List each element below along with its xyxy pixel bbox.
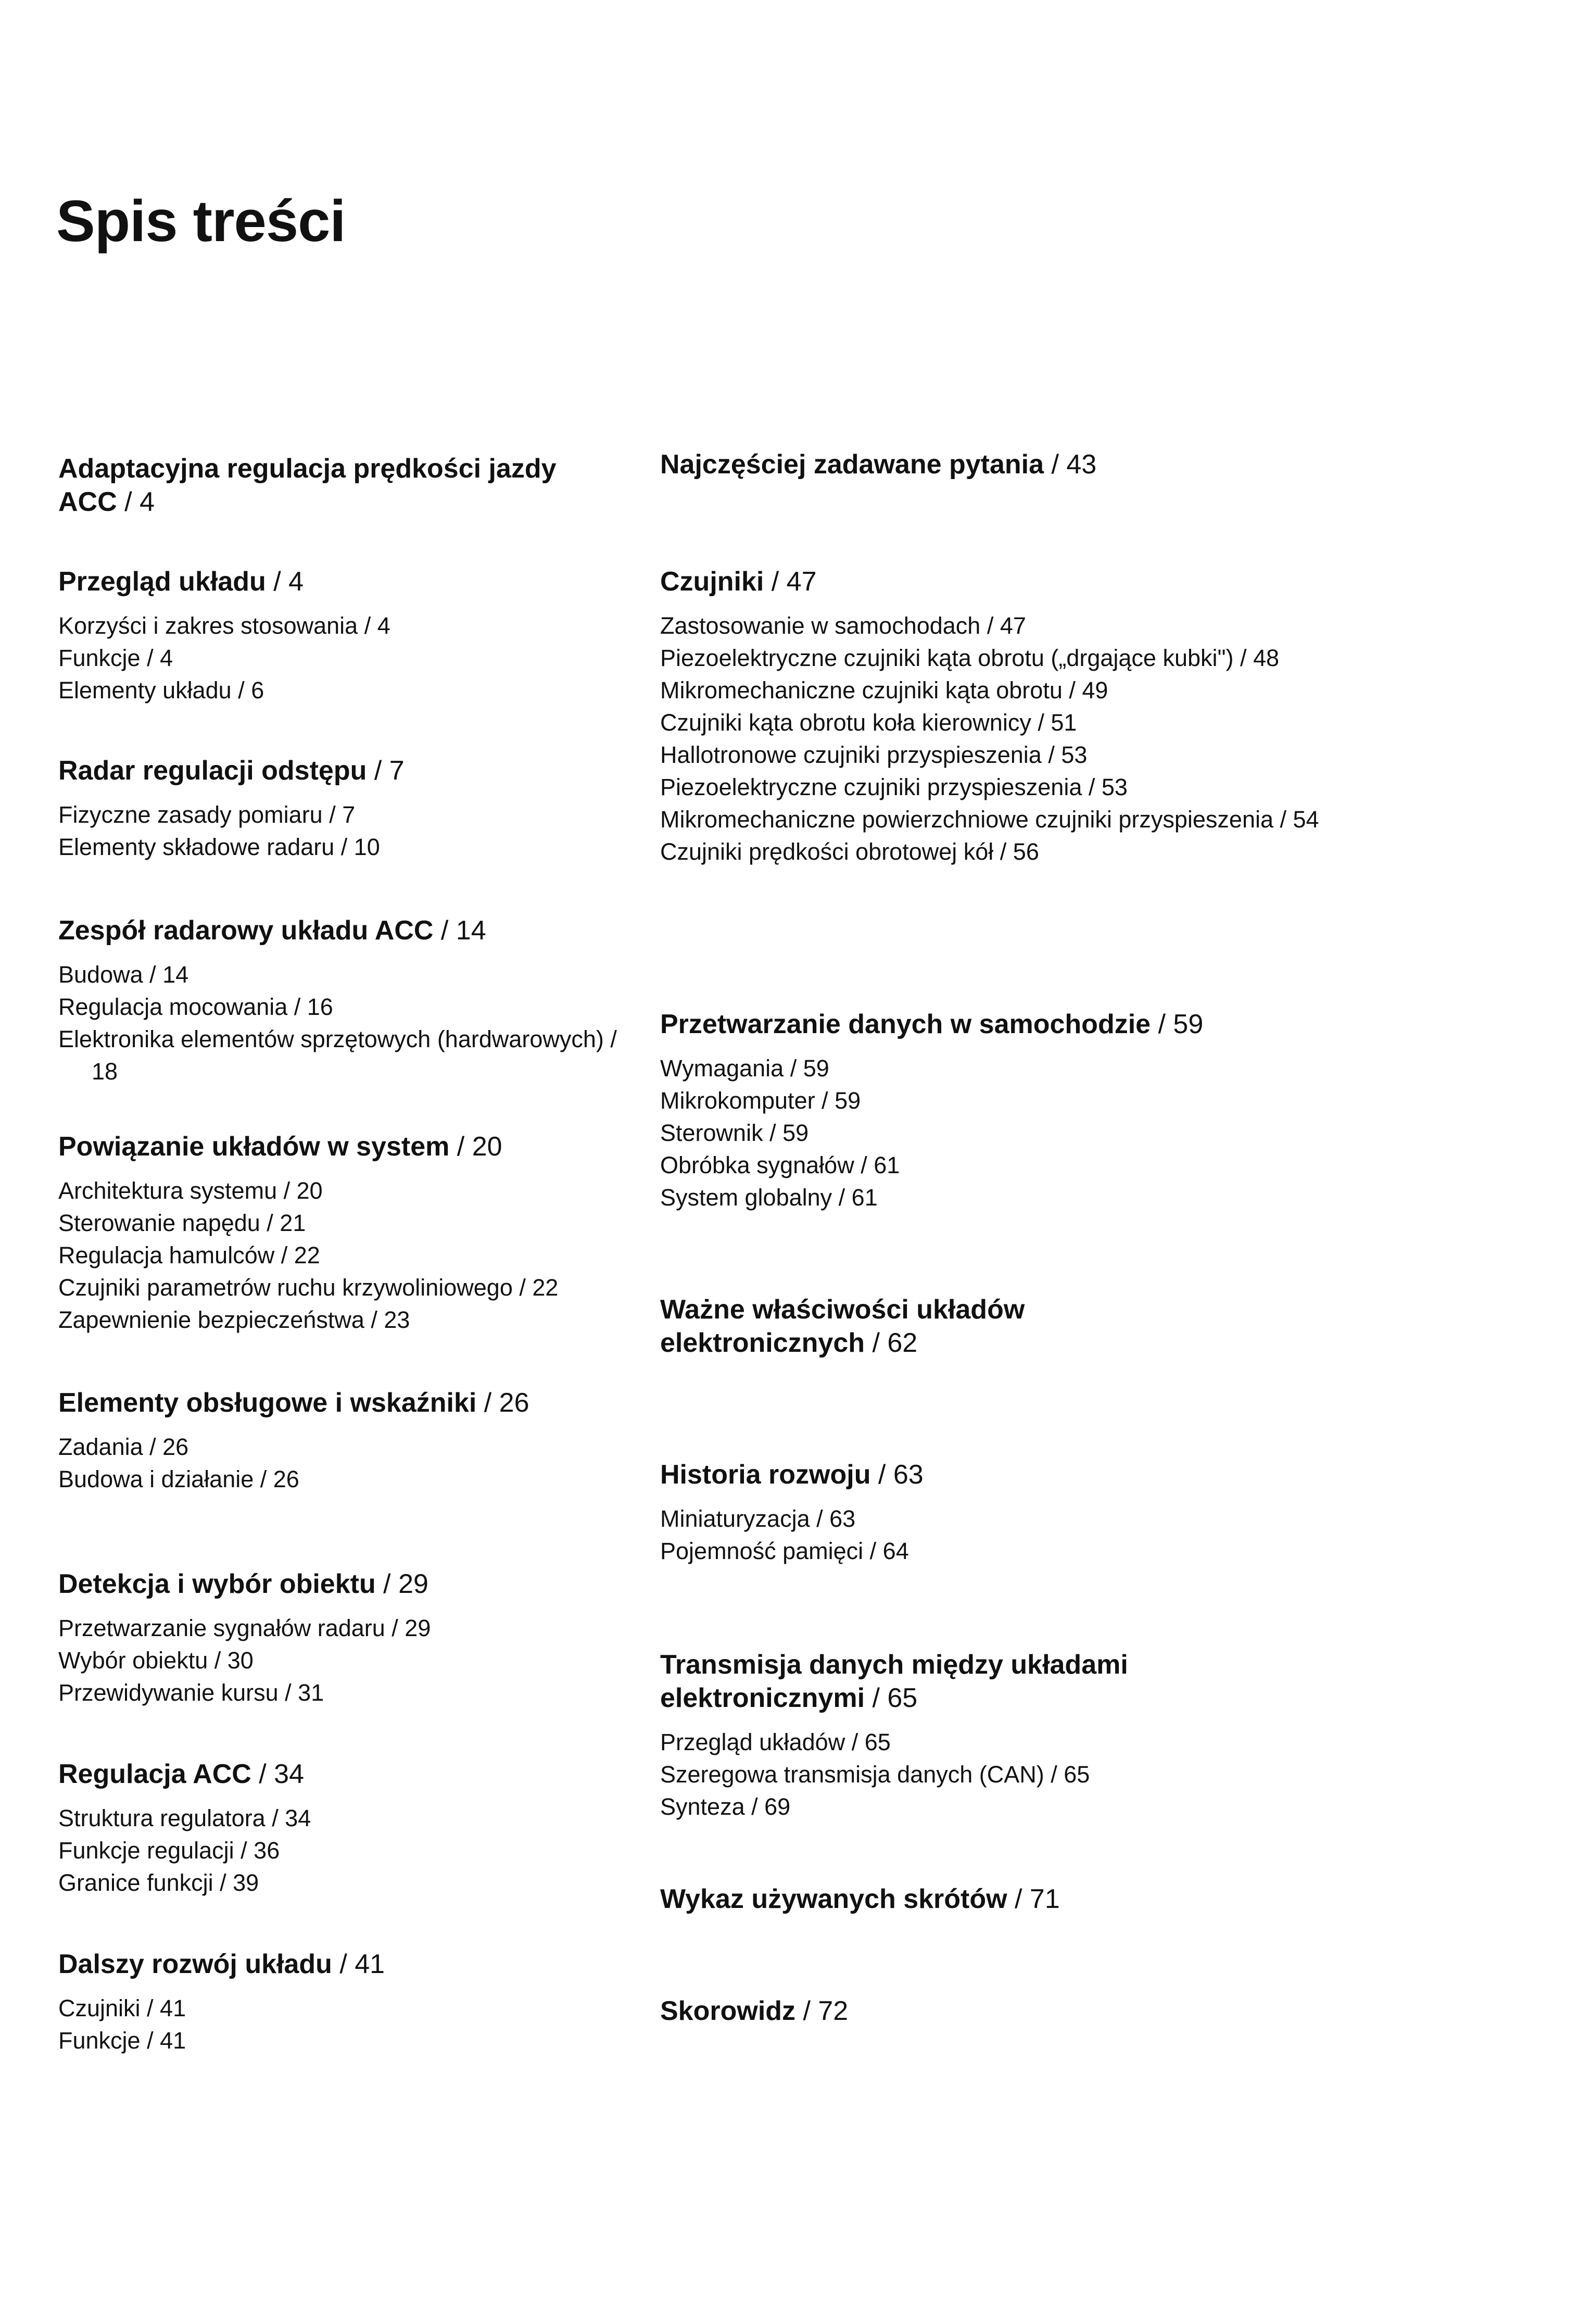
toc-subsection-item: Czujniki / 41 [58, 1995, 186, 2021]
toc-section [660, 1994, 1337, 2028]
toc-section-heading [58, 754, 621, 787]
toc-section-title: Regulacja ACC [58, 1759, 251, 1789]
toc-section-title: Czujniki [660, 567, 764, 597]
toc-subsection-item: Synteza / 69 [660, 1793, 791, 1820]
toc-section-title: Ważne właściwości układów elektronicznych [660, 1295, 1025, 1358]
toc-section-page: / 63 [870, 1460, 924, 1490]
toc-subsection-list [58, 1175, 621, 1336]
toc-subsection-item: Mikromechaniczne powierzchniowe czujniki przyspieszenia / 54 [660, 806, 1319, 833]
toc-subsection-list [58, 1992, 621, 2057]
toc-section-page: / 7 [367, 756, 405, 786]
toc-section-title: Radar regulacji odstępu [58, 756, 367, 786]
toc-section-title: Transmisja danych między układami elektronicznymi [660, 1650, 1128, 1713]
toc-section [660, 565, 1337, 868]
toc-section-page: / 47 [764, 567, 817, 597]
toc-section-heading [660, 1882, 1337, 1916]
toc-section-heading [58, 452, 589, 519]
toc-subsection-item: Funkcje regulacji / 36 [58, 1837, 280, 1864]
toc-subsection-item: Piezoelektryczne czujniki kąta obrotu („drgające kubki") / 48 [660, 645, 1280, 671]
toc-section-page: / 4 [266, 567, 304, 597]
toc-section-title: Dalszy rozwój układu [58, 1949, 332, 1979]
toc-section-heading [660, 1458, 1337, 1491]
toc-subsection-item: Elementy składowe radaru / 10 [58, 834, 380, 860]
toc-section-title: Detekcja i wybór obiektu [58, 1569, 376, 1599]
toc-subsection-item: Budowa i działanie / 26 [58, 1466, 299, 1492]
toc-section-title: Adaptacyjna regulacja prędkości jazdy ACC [58, 454, 557, 517]
toc-subsection-item: Hallotronowe czujniki przyspieszenia / 53 [660, 742, 1088, 768]
toc-subsection-item: Przewidywanie kursu / 31 [58, 1679, 324, 1706]
toc-section [58, 1386, 621, 1496]
toc-section [660, 448, 1337, 481]
toc-section-heading [660, 1994, 1337, 2028]
toc-section-title: Zespół radarowy układu ACC [58, 915, 434, 946]
toc-section-title: Powiązanie układów w system [58, 1132, 450, 1162]
toc-section-page: / 20 [449, 1132, 502, 1162]
toc-subsection-item: Przegląd układów / 65 [660, 1729, 891, 1755]
toc-subsection-item: Regulacja hamulców / 22 [58, 1242, 320, 1268]
toc-section-heading [660, 448, 1337, 481]
toc-subsection-list [58, 959, 621, 1088]
toc-section-heading [660, 1293, 1087, 1360]
toc-section-page: / 59 [1151, 1009, 1204, 1039]
toc-subsection-item: Regulacja mocowania / 16 [58, 994, 333, 1020]
toc-subsection-list [58, 1431, 621, 1496]
toc-section [660, 1293, 1087, 1360]
toc-subsection-item: Sterownik / 59 [660, 1120, 809, 1146]
toc-section-heading [58, 1567, 621, 1601]
toc-section [58, 1757, 621, 1899]
toc-section-heading [58, 565, 621, 598]
toc-subsection-item: Budowa / 14 [58, 961, 189, 988]
toc-subsection-item: Mikromechaniczne czujniki kąta obrotu / 49 [660, 677, 1108, 704]
toc-subsection-item: System globalny / 61 [660, 1184, 878, 1211]
toc-section-page: / 65 [865, 1683, 918, 1713]
toc-section-heading [660, 565, 1337, 598]
toc-section-page: / 29 [375, 1569, 428, 1599]
toc-section-title: Elementy obsługowe i wskaźniki [58, 1388, 477, 1418]
page-title: Spis treści [56, 189, 346, 254]
toc-section-title: Najczęściej zadawane pytania [660, 449, 1044, 480]
toc-subsection-item: Czujniki prędkości obrotowej kół / 56 [660, 838, 1039, 865]
toc-subsection-item: Elektronika elementów sprzętowych (hardwarowych) / 18 [58, 1026, 617, 1085]
toc-subsection-item: Wymagania / 59 [660, 1055, 829, 1082]
toc-section-page: / 43 [1044, 449, 1097, 480]
toc-subsection-item: Czujniki kąta obrotu koła kierownicy / 51 [660, 709, 1077, 736]
toc-section [660, 1458, 1337, 1567]
toc-section-heading [58, 914, 621, 947]
toc-subsection-item: Sterowanie napędu / 21 [58, 1210, 306, 1236]
toc-subsection-item: Funkcje / 4 [58, 645, 173, 671]
toc-subsection-item: Architektura systemu / 20 [58, 1177, 323, 1204]
toc-subsection-item: Fizyczne zasady pomiaru / 7 [58, 801, 356, 828]
toc-section-heading [660, 1648, 1170, 1715]
toc-subsection-item: Funkcje / 41 [58, 2027, 186, 2054]
toc-subsection-item: Granice funkcji / 39 [58, 1869, 259, 1896]
toc-section-page: / 14 [433, 915, 486, 946]
toc-subsection-list [660, 1503, 1337, 1567]
toc-subsection-item: Zapewnienie bezpieczeństwa / 23 [58, 1307, 410, 1333]
toc-section [660, 1882, 1337, 1916]
toc-section-heading [58, 1386, 621, 1419]
toc-subsection-list [58, 610, 621, 707]
toc-section-title: Historia rozwoju [660, 1460, 871, 1490]
toc-subsection-list [58, 1612, 621, 1709]
toc-section [58, 452, 589, 519]
toc-section [660, 1648, 1170, 1823]
toc-subsection-item: Zastosowanie w samochodach / 47 [660, 612, 1026, 639]
toc-section-heading [58, 1757, 621, 1791]
toc-subsection-list [58, 1802, 621, 1899]
toc-subsection-item: Obróbka sygnałów / 61 [660, 1152, 900, 1178]
toc-section-page: / 26 [476, 1388, 529, 1418]
toc-section [58, 914, 621, 1088]
toc-section-title: Wykaz używanych skrótów [660, 1884, 1007, 1914]
toc-subsection-item: Przetwarzanie sygnałów radaru / 29 [58, 1615, 431, 1641]
toc-subsection-item: Zadania / 26 [58, 1434, 189, 1460]
toc-section-title: Skorowidz [660, 1996, 796, 2026]
toc-subsection-list [660, 610, 1337, 868]
toc-section [58, 1130, 621, 1336]
toc-subsection-item: Mikrokomputer / 59 [660, 1087, 861, 1114]
toc-section [58, 754, 621, 863]
toc-section-heading [58, 1948, 621, 1981]
toc-section-heading [58, 1130, 621, 1163]
toc-subsection-item: Elementy układu / 6 [58, 677, 264, 704]
toc-subsection-item: Korzyści i zakres stosowania / 4 [58, 612, 390, 639]
toc-section-page: / 62 [865, 1328, 918, 1358]
toc-subsection-list [660, 1726, 1170, 1823]
toc-section-heading [660, 1008, 1337, 1041]
toc-subsection-item: Szeregowa transmisja danych (CAN) / 65 [660, 1761, 1090, 1788]
toc-subsection-item: Struktura regulatora / 34 [58, 1805, 311, 1831]
toc-subsection-list [58, 799, 621, 863]
toc-subsection-list [660, 1052, 1337, 1214]
toc-section [660, 1008, 1337, 1214]
toc-subsection-item: Czujniki parametrów ruchu krzywoliniowego / 22 [58, 1274, 559, 1301]
toc-section-page: / 71 [1007, 1884, 1060, 1914]
toc-section [58, 1567, 621, 1709]
toc-section-title: Przetwarzanie danych w samochodzie [660, 1009, 1151, 1039]
toc-section-page: / 41 [332, 1949, 385, 1979]
toc-subsection-item: Pojemność pamięci / 64 [660, 1538, 909, 1564]
toc-section [58, 565, 621, 707]
toc-subsection-item: Piezoelektryczne czujniki przyspieszenia / 53 [660, 774, 1128, 800]
toc-section-page: / 72 [795, 1996, 849, 2026]
toc-section-page: / 34 [251, 1759, 305, 1789]
toc-section [58, 1948, 621, 2057]
toc-subsection-item: Wybór obiektu / 30 [58, 1647, 254, 1674]
toc-subsection-item: Miniaturyzacja / 63 [660, 1505, 856, 1532]
toc-section-page: / 4 [117, 487, 155, 517]
toc-section-title: Przegląd układu [58, 567, 266, 597]
